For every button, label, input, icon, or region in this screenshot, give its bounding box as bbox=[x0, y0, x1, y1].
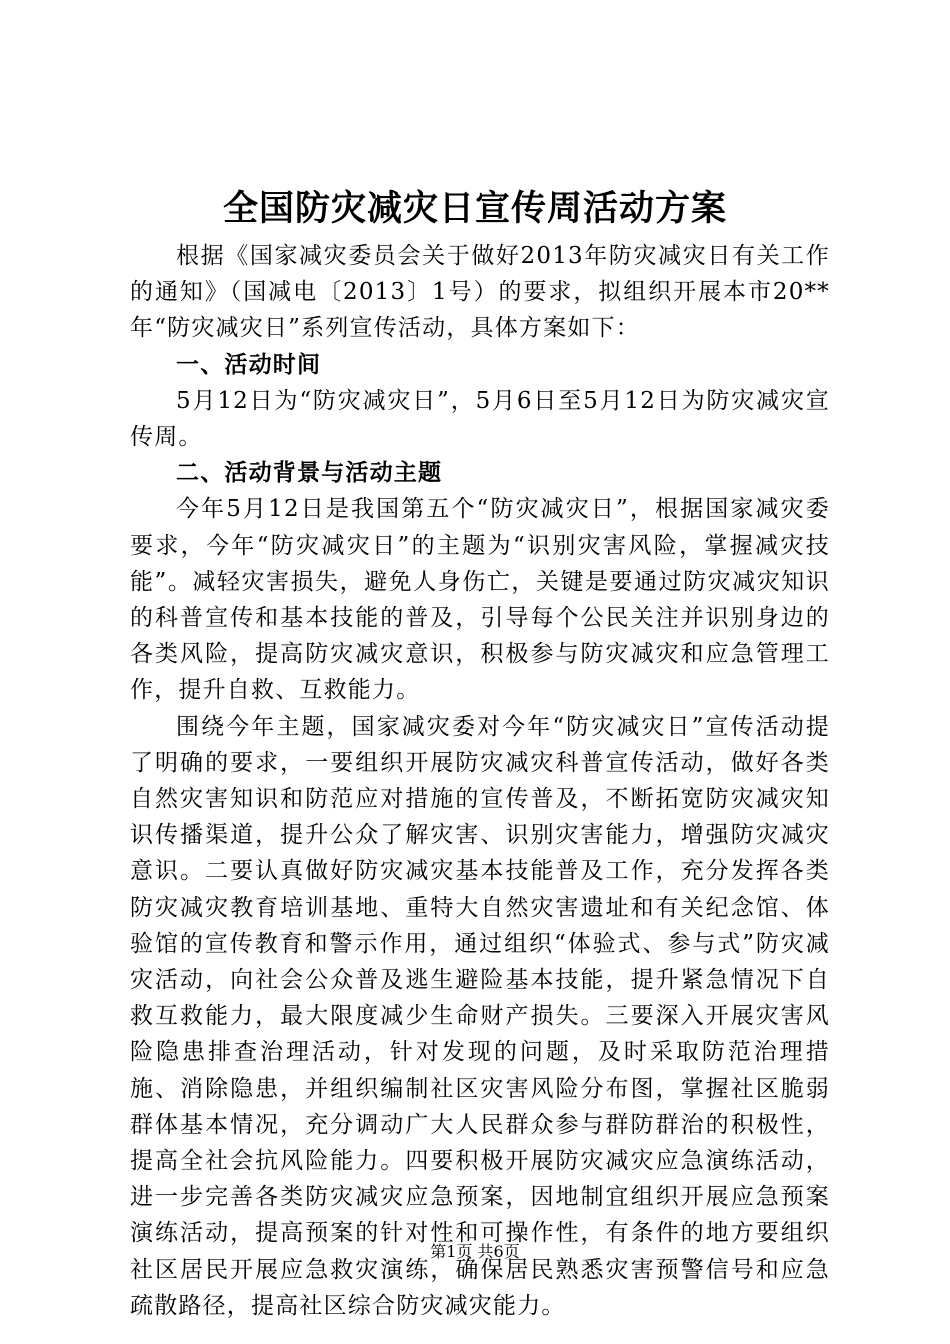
section-heading-background-theme: 二、活动背景与活动主题 bbox=[176, 460, 443, 487]
activity-time-paragraph: 5月12日为“防灾减灾日”，5月6日至5月12日为防灾减灾宣传周。 bbox=[130, 387, 830, 451]
document-title: 全国防灾减灾日宣传周活动方案 bbox=[222, 188, 727, 229]
background-paragraph: 今年5月12日是我国第五个“防灾减灾日”，根据国家减灾委要求，今年“防灾减灾日”的主题为“识别灾害风险，掌握减灾技能”。减轻灾害损失，避免人身伤亡，关键是要通过防灾减灾知识的科普宣传和基本技能的普及，引导每个公民关注并识别身边的各类风险，提高防灾减灾意识，积极参与防灾减灾和应急管理工作，提升自救、互救能力。 bbox=[130, 496, 830, 704]
page-number-footer: 第1页 共6页 bbox=[430, 1242, 520, 1261]
section-heading-activity-time: 一、活动时间 bbox=[176, 351, 322, 378]
document-body bbox=[130, 238, 830, 1324]
requirements-paragraph: 围绕今年主题，国家减灾委对今年“防灾减灾日”宣传活动提了明确的要求，一要组织开展防灾减灾科普宣传活动，做好各类自然灾害知识和防范应对措施的宣传普及，不断拓宽防灾减灾知识传播渠道，提升公众了解灾害、识别灾害能力，增强防灾减灾意识。二要认真做好防灾减灾基本技能普及工作，充分发挥各类防灾减灾教育培训基地、重特大自然灾害遗址和有关纪念馆、体验馆的宣传教育和警示作用，通过组织“体验式、参与式”防灾减灾活动，向社会公众普及逃生避险基本技能，提升紧急情况下自救互救能力，最大限度减少生命财产损失。三要深入开展灾害风险隐患排查治理活动，针对发现的问题，及时采取防范治理措施、消除隐患，并组织编制社区灾害风险分布图，掌握社区脆弱群体基本情况，充分调动广大人民群众参与群防群治的积极性，提高全社会抗风险能力。四要积极开展防灾减灾应急演练活动，进一步完善各类防灾减灾应急预案，因地制宜组织开展应急预案演练活动，提高预案的针对性和可操作性，有条件的地方要组织社区居民开展应急救灾演练，确保居民熟悉灾害预警信号和应急疏散路径，提高社区综合防灾减灾能力。 bbox=[130, 713, 830, 1319]
intro-paragraph: 根据《国家减灾委员会关于做好2013年防灾减灾日有关工作的通知》（国减电〔2013〕1号）的要求，拟组织开展本市20**年“防灾减灾日”系列宣传活动，具体方案如下： bbox=[130, 243, 830, 342]
